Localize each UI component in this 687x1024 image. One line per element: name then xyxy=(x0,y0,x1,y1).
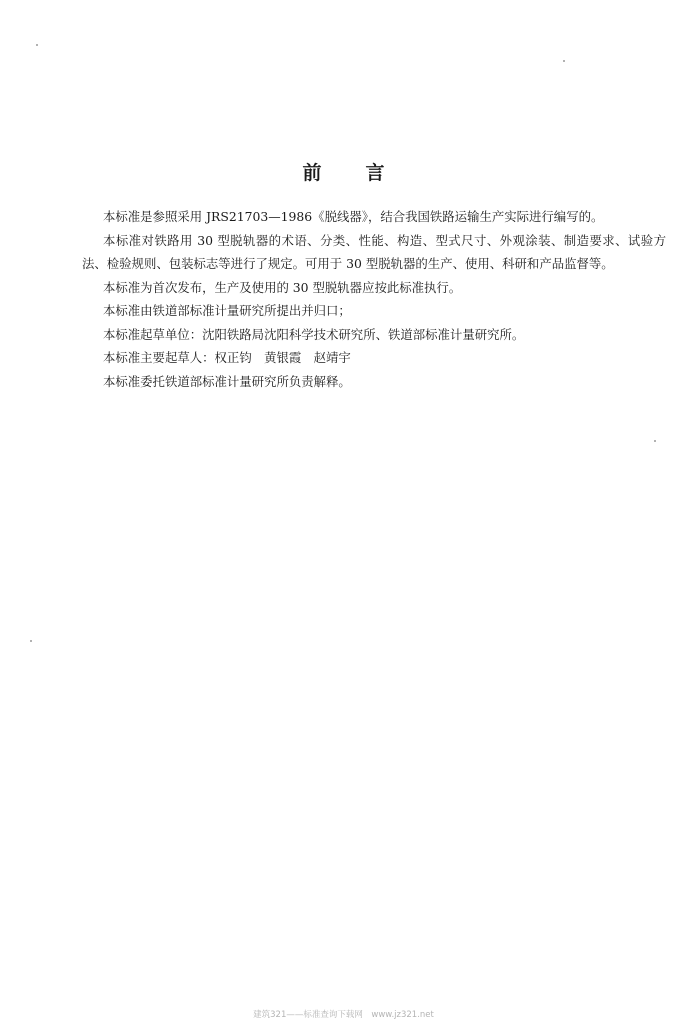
paragraph-first-release: 本标准为首次发布，生产及使用的 30 型脱轨器应按此标准执行。 xyxy=(103,279,462,295)
foreword-body xyxy=(82,205,666,393)
scan-speck xyxy=(30,640,32,642)
paragraph-drafting-units: 本标准起草单位：沈阳铁路局沈阳科学技术研究所、铁道部标准计量研究所。 xyxy=(103,326,525,342)
paragraph-scope: 本标准对铁路用 30 型脱轨器的术语、分类、性能、构造、型式尺寸、外观涂装、制造要求、试验方法、检验规则、包装标志等进行了规定。可用于 30 型脱轨器的生产、使用、科研和产品监督等。 xyxy=(82,232,666,271)
scan-speck xyxy=(36,44,38,46)
page-title: 前言 xyxy=(302,162,429,184)
scan-speck xyxy=(654,440,656,442)
footer-watermark: 建筑321——标准查询下载网 www.jz321.net xyxy=(253,1010,434,1020)
paragraph-proposer: 本标准由铁道部标准计量研究所提出并归口； xyxy=(103,303,351,318)
paragraph-interpretation: 本标准委托铁道部标准计量研究所负责解释。 xyxy=(103,373,351,389)
paragraph-drafters: 本标准主要起草人：权正钧 黄银霞 赵靖宇 xyxy=(103,350,351,365)
paragraph-adoption: 本标准是参照采用 JRS21703—1986《脱线器》，结合我国铁路运输生产实际进行编写的。 xyxy=(103,209,604,224)
scan-speck xyxy=(563,60,565,62)
